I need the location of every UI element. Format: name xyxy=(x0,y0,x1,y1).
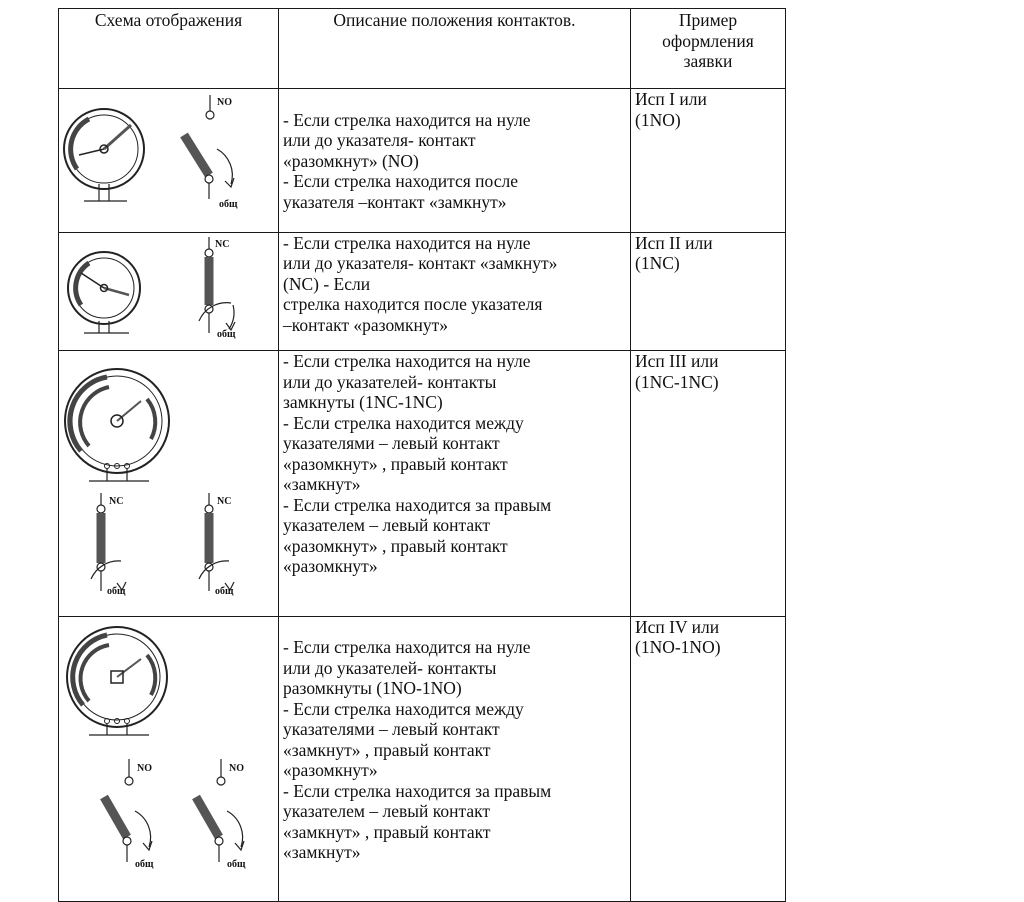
gauge-no-diagram xyxy=(59,89,279,227)
row-description: - Если стрелка находится на нуле или до указателей- контакты замкнуты (1NC-1NC) - Если стрелка находится между указателями – левый контакт «разомкнут» , правый контакт «замкнут» - Если стрелка находится за правым указателем – левый контакт «разомкнут» , правый контакт «разомкнут» xyxy=(279,351,631,617)
scheme-cell xyxy=(59,351,279,617)
table-row xyxy=(59,616,786,902)
header-row xyxy=(59,9,786,89)
common-label: общ xyxy=(227,858,246,870)
gauge-icon xyxy=(67,627,167,735)
contact-nc-icon xyxy=(199,493,234,591)
gauge-nc-diagram xyxy=(59,233,279,346)
table-row xyxy=(59,89,786,233)
common-label: общ xyxy=(135,858,154,870)
common-label: общ xyxy=(107,586,126,597)
header-description: Описание положения контактов. xyxy=(279,9,631,89)
nc-label: NC xyxy=(109,496,124,507)
contact-nc-icon xyxy=(91,493,126,591)
row-description: - Если стрелка находится на нуле или до указателя- контакт «замкнут» (NC) - Если стрелка находится после указателя –контакт «разомкнут» xyxy=(279,232,631,351)
scheme-cell xyxy=(59,89,279,233)
nc-label: NC xyxy=(217,496,232,507)
header-example: Пример оформления заявки xyxy=(631,9,786,89)
contacts-table xyxy=(58,8,786,902)
table-row xyxy=(59,351,786,617)
common-label: общ xyxy=(219,199,238,210)
contact-no-icon xyxy=(184,95,234,199)
row-code: Исп IV или (1NO-1NO) xyxy=(631,616,786,902)
row-code: Исп I или (1NO) xyxy=(631,89,786,233)
gauge-nc-nc-diagram xyxy=(59,351,279,611)
row-code: Исп II или (1NC) xyxy=(631,232,786,351)
row-code: Исп III или (1NC-1NC) xyxy=(631,351,786,617)
common-label: общ xyxy=(215,586,234,597)
gauge-no-no-diagram xyxy=(59,617,279,897)
row-description: - Если стрелка находится на нуле или до указателей- контакты разомкнуты (1NO-1NO) - Если стрелка находится между указателями – левый контакт «замкнут» , правый контакт «разомкнут» - Если стрелка находится за правым указателем – левый контакт «замкнут» , правый контакт «замкнут» xyxy=(279,616,631,902)
row-description: - Если стрелка находится на нуле или до указателя- контакт «разомкнут» (NO) - Если стрелка находится после указателя –контакт «замкнут» xyxy=(279,89,631,233)
scheme-cell xyxy=(59,616,279,902)
no-label: NO xyxy=(229,762,244,774)
gauge-icon xyxy=(65,369,169,481)
contact-nc-icon xyxy=(199,237,235,333)
nc-label: NC xyxy=(215,238,230,250)
table-row xyxy=(59,232,786,351)
header-scheme: Схема отображения xyxy=(59,9,279,89)
contact-no-icon xyxy=(196,759,244,862)
no-label: NO xyxy=(217,97,232,108)
no-label: NO xyxy=(137,762,152,774)
gauge-icon xyxy=(64,109,144,201)
gauge-icon xyxy=(68,252,140,333)
scheme-cell xyxy=(59,232,279,351)
contact-no-icon xyxy=(104,759,152,862)
common-label: общ xyxy=(217,328,236,340)
